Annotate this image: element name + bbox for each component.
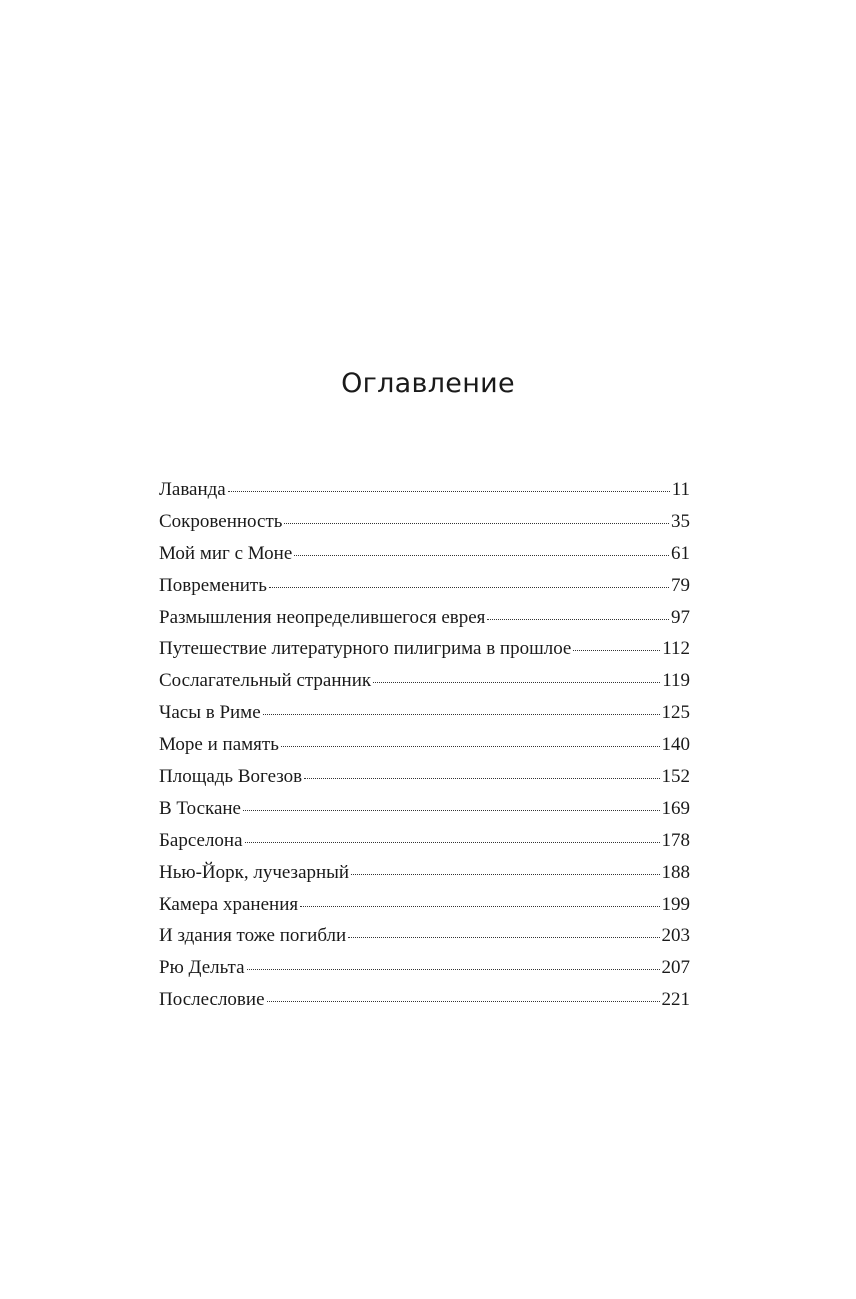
toc-entry[interactable] bbox=[159, 506, 690, 538]
toc-entry-page: 203 bbox=[661, 925, 690, 947]
dot-leader bbox=[487, 619, 669, 620]
dot-leader bbox=[348, 937, 659, 938]
dot-leader bbox=[284, 523, 669, 524]
dot-leader bbox=[294, 555, 669, 556]
toc-entry-title: Мой миг с Моне bbox=[159, 542, 293, 564]
dot-leader bbox=[573, 650, 660, 651]
dot-leader bbox=[245, 842, 660, 843]
toc-entry-page: 152 bbox=[661, 766, 690, 788]
toc-entry-title: В Тоскане bbox=[159, 797, 241, 819]
toc-entry-title: Барселона bbox=[159, 829, 243, 851]
toc-entry-page: 207 bbox=[661, 957, 690, 979]
toc-entry[interactable] bbox=[159, 538, 690, 570]
toc-entry-title: Лаванда bbox=[159, 479, 226, 500]
dot-leader bbox=[269, 587, 669, 588]
toc-entry-title: Размышления неопределившегося еврея bbox=[159, 606, 486, 628]
toc-entry-title: Послесловие bbox=[159, 989, 265, 1011]
toc-entry-title: Камера хранения bbox=[159, 893, 299, 915]
toc-entry-title: Море и память bbox=[159, 734, 279, 756]
toc-entry[interactable] bbox=[159, 952, 690, 984]
dot-leader bbox=[351, 874, 659, 875]
toc-entry-page: 178 bbox=[661, 829, 690, 851]
toc-entry-page: 79 bbox=[671, 574, 690, 596]
dot-leader bbox=[263, 714, 660, 715]
toc-entry-page: 221 bbox=[661, 989, 690, 1011]
toc-entry[interactable] bbox=[159, 984, 690, 1016]
toc-entry[interactable] bbox=[159, 729, 690, 761]
dot-leader bbox=[281, 746, 660, 747]
toc-entry[interactable] bbox=[159, 570, 690, 602]
toc-entry[interactable] bbox=[159, 793, 690, 825]
toc-entry-title: Часы в Риме bbox=[159, 702, 261, 724]
toc-entry-title: Повременить bbox=[159, 574, 267, 596]
toc-entry-page: 97 bbox=[671, 606, 690, 628]
toc-entry-page: 35 bbox=[671, 510, 690, 532]
toc-entry[interactable] bbox=[159, 889, 690, 921]
toc-entry-title: Сослагательный странник bbox=[159, 670, 372, 692]
toc-entry-page: 188 bbox=[661, 861, 690, 883]
toc-entry-page: 11 bbox=[671, 479, 690, 500]
toc-entry-title: Нью-Йорк, лучезарный bbox=[159, 861, 350, 883]
toc-entry-title: Рю Дельта bbox=[159, 957, 245, 979]
table-of-contents bbox=[159, 474, 690, 1016]
toc-entry[interactable] bbox=[159, 602, 690, 634]
toc-entry-page: 119 bbox=[662, 670, 690, 692]
toc-entry[interactable] bbox=[159, 857, 690, 889]
toc-entry-page: 112 bbox=[662, 638, 690, 660]
toc-entry-page: 61 bbox=[671, 542, 690, 564]
dot-leader bbox=[247, 969, 660, 970]
toc-entry[interactable] bbox=[159, 633, 690, 665]
toc-entry-title: Путешествие литературного пилигрима в прошлое bbox=[159, 638, 572, 660]
toc-entry[interactable] bbox=[159, 474, 690, 506]
toc-entry-title: И здания тоже погибли bbox=[159, 925, 347, 947]
toc-entry[interactable] bbox=[159, 697, 690, 729]
toc-entry[interactable] bbox=[159, 665, 690, 697]
dot-leader bbox=[304, 778, 659, 779]
dot-leader bbox=[300, 906, 659, 907]
toc-entry[interactable] bbox=[159, 825, 690, 857]
toc-entry[interactable] bbox=[159, 920, 690, 952]
toc-entry-title: Сокровенность bbox=[159, 510, 283, 532]
toc-entry[interactable] bbox=[159, 761, 690, 793]
toc-entry-page: 169 bbox=[661, 797, 690, 819]
dot-leader bbox=[373, 682, 660, 683]
toc-entry-page: 199 bbox=[661, 893, 690, 915]
dot-leader bbox=[243, 810, 660, 811]
toc-entry-title: Площадь Вогезов bbox=[159, 766, 303, 788]
dot-leader bbox=[267, 1001, 660, 1002]
toc-entry-page: 140 bbox=[661, 734, 690, 756]
page-title: Оглавление bbox=[341, 368, 515, 399]
toc-entry-page: 125 bbox=[661, 702, 690, 724]
dot-leader bbox=[228, 491, 670, 492]
